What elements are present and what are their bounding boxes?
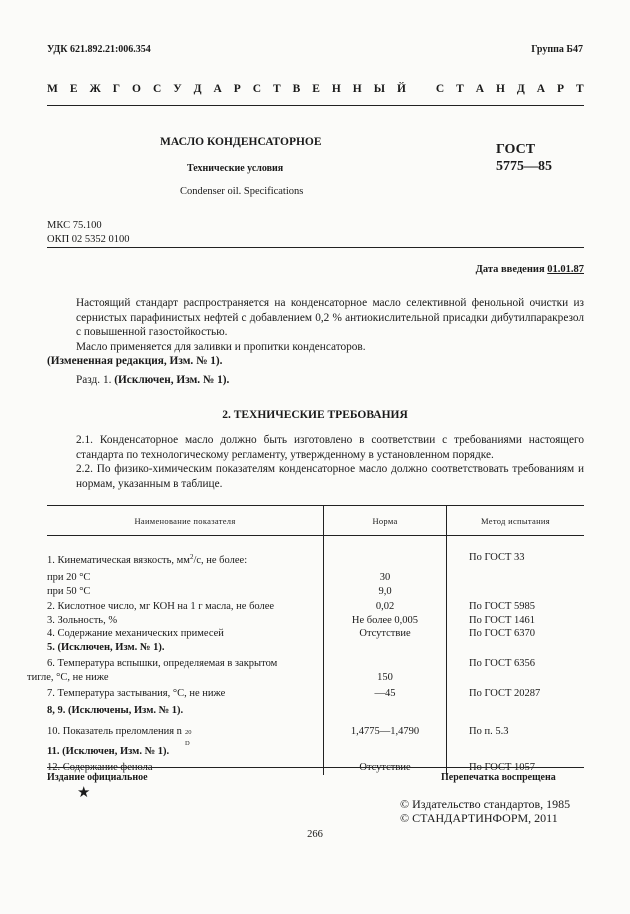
row2-method: По ГОСТ 5985 (447, 600, 585, 614)
table-row (47, 614, 584, 628)
heading-letter: С (435, 83, 445, 95)
heading-letter: С (252, 83, 262, 95)
row7-method: По ГОСТ 20287 (447, 687, 585, 701)
row3-method: По ГОСТ 1461 (447, 614, 585, 628)
header-indicator: Наименование показателя (47, 506, 324, 536)
intro-scope-text: Настоящий стандарт распространяется на конденсаторное масло селективной фенольной очистки из сернистых парафинистых нефтей с добавлением 0,2 % антиокислительной присадки дибутилпаракрезол с повышенной газостойкостью. (76, 297, 584, 339)
classification-codes (47, 219, 130, 247)
row2-norm: 0,02 (324, 600, 447, 614)
official-edition-label: Издание официальное (47, 772, 148, 783)
table-row (47, 571, 584, 585)
row3-norm: Не более 0,005 (324, 614, 447, 628)
row11-name: 11. (Исключен, Изм. № 1). (47, 745, 170, 757)
section1-note (47, 373, 584, 388)
row1b-name: при 50 °С (47, 585, 91, 597)
header-rule (47, 105, 584, 106)
row1b-norm: 9,0 (324, 585, 447, 599)
intro-amendment-note: (Измененная редакция, Изм. № 1). (47, 355, 223, 368)
row1a-norm: 30 (324, 571, 447, 585)
section1-prefix: Разд. 1. (76, 374, 115, 386)
heading-letter: Ж (89, 83, 101, 95)
row5-name: 5. (Исключен, Изм. № 1). (47, 641, 165, 653)
table-row (47, 551, 584, 568)
row12-norm: Отсутствие (324, 761, 447, 775)
table-row (47, 600, 584, 614)
header-norm: Норма (324, 506, 447, 536)
intro-usage-text: Масло применяется для заливки и пропитки конденсаторов. (76, 340, 366, 353)
table-row (47, 641, 584, 655)
section2-paragraphs (47, 433, 584, 491)
heading-letter: А (536, 83, 546, 95)
table-row (47, 657, 584, 684)
row10-method: По п. 5.3 (447, 725, 585, 739)
section2-title: 2. ТЕХНИЧЕСКИЕ ТРЕБОВАНИЯ (222, 409, 408, 421)
table-row (47, 627, 584, 641)
row1a-name: при 20 °С (47, 572, 91, 583)
gost-label: ГОСТ (496, 142, 536, 157)
heading-letter: Н (331, 83, 341, 95)
copyright-2011: © СТАНДАРТИНФОРМ, 2011 (400, 811, 558, 825)
heading-letter: Г (112, 83, 121, 95)
clause-2-1: 2.1. Конденсаторное масло должно быть изготовлено в соответствии с требованиями настоящего стандарта по технологическому регламенту, утвержденному в установленном порядке. (76, 434, 584, 461)
gost-number: 5775—85 (496, 159, 552, 174)
effective-date (476, 264, 584, 275)
document-title: МАСЛО КОНДЕНСАТОРНОЕ (160, 136, 322, 148)
effective-date-value: 01.01.87 (547, 264, 584, 275)
row10-norm: 1,4775—1,4790 (324, 725, 447, 739)
heading-letter: Й (396, 83, 406, 95)
heading-letter: Р (233, 83, 241, 95)
row6-norm: 150 (324, 657, 447, 684)
group-code: Группа Б47 (531, 44, 583, 55)
copyright-block (400, 797, 570, 825)
heading-letter: Н (495, 83, 505, 95)
codes-rule (47, 247, 584, 248)
specification-table (27, 506, 584, 775)
heading-letter: Е (312, 83, 320, 95)
heading-letter: Д (516, 83, 525, 95)
heading-letter: А (475, 83, 485, 95)
row6-name: 6. Температура вспышки, определяемая в закрытом тигле, °С, не ниже (27, 658, 278, 683)
row3-name: 3. Зольность, % (47, 614, 118, 626)
row1-name: 1. Кинематическая вязкость, $мм^2/с$, не более: (47, 552, 248, 566)
intro-paragraph (47, 296, 584, 369)
heading-letter: У (173, 83, 182, 95)
heading-letter: Т (273, 83, 281, 95)
table-row (47, 704, 584, 718)
row4-name: 4. Содержание механических примесей (47, 628, 224, 639)
row1-method: По ГОСТ 33 (447, 551, 585, 568)
page-number: 266 (307, 829, 323, 840)
heading-letter: Р (557, 83, 565, 95)
document-title-english: Condenser oil. Specifications (180, 186, 304, 197)
row2-name: 2. Кислотное число, мг КОН на 1 г масла, не более (47, 601, 275, 612)
heading-letter: А (213, 83, 222, 95)
udk-code: УДК 621.892.21:006.354 (47, 44, 151, 55)
heading-letter: О (132, 83, 141, 95)
row6-method: По ГОСТ 6356 (447, 657, 585, 684)
heading-letter: Т (456, 83, 464, 95)
clause-2-2: 2.2. По физико-химическим показателям конденсаторное масло должно соответствовать требованиям и нормам, указанным в таблице. (76, 463, 584, 490)
table-row (47, 585, 584, 599)
reprint-prohibited-label: Перепечатка воспрещена (441, 772, 556, 783)
heading-letter: Н (352, 83, 362, 95)
effective-date-label: Дата введения (475, 264, 548, 275)
footer-rule (47, 767, 584, 768)
heading-letter: В (292, 83, 301, 95)
heading-letter: Д (193, 83, 202, 95)
mks-code: МКС 75.100 (47, 220, 102, 231)
heading-letter: С (152, 83, 162, 95)
table-row (47, 725, 584, 739)
section1-excluded: (Исключен, Изм. № 1). (114, 374, 230, 386)
table-row (47, 687, 584, 701)
header-method: Метод испытания (447, 506, 585, 536)
document-subtitle: Технические условия (187, 163, 284, 174)
row4-method: По ГОСТ 6370 (447, 627, 585, 641)
heading-word-gap (418, 83, 424, 95)
table-row (47, 745, 584, 759)
heading-letter: М (47, 83, 58, 95)
row7-norm: —45 (324, 687, 447, 701)
row8-name: 8, 9. (Исключены, Изм. № 1). (47, 704, 184, 716)
table-header-row (47, 506, 584, 536)
row12-method: По ГОСТ 1057 (447, 761, 585, 775)
heading-letter: Т (576, 83, 584, 95)
interstate-standard-heading (47, 83, 584, 95)
star-icon: ★ (77, 785, 91, 801)
row10-name: 10. Показатель преломления n 20 D (47, 726, 192, 747)
heading-letter: Ы (373, 83, 385, 95)
gost-designation (496, 141, 552, 175)
heading-letter: Е (69, 83, 78, 95)
row12-name: 12. Содержание фенола (47, 762, 153, 773)
copyright-1985: © Издательство стандартов, 1985 (400, 797, 571, 811)
row7-name: 7. Температура застывания, °С, не ниже (47, 688, 226, 699)
okp-code: ОКП 02 5352 0100 (47, 234, 130, 245)
row4-norm: Отсутствие (324, 627, 447, 641)
